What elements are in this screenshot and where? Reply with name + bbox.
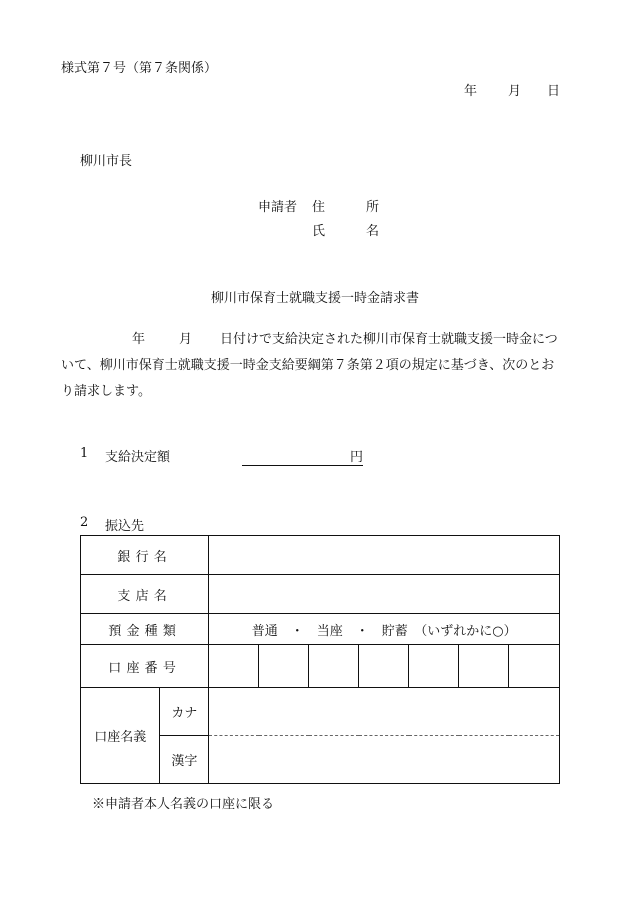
account-holder-label: 口座名義 bbox=[81, 688, 160, 784]
amount-blank[interactable] bbox=[242, 450, 350, 466]
date-day-label: 日 bbox=[547, 84, 561, 99]
account-number-digit[interactable] bbox=[459, 645, 509, 688]
applicant-label: 申請者 bbox=[258, 200, 298, 215]
name-label-char1: 氏 bbox=[312, 224, 326, 239]
date-month-label: 月 bbox=[508, 84, 522, 99]
kanji-label: 漢字 bbox=[160, 736, 209, 784]
account-number-digit[interactable] bbox=[309, 645, 359, 688]
addressee: 柳川市長 bbox=[80, 154, 133, 169]
bank-transfer-table bbox=[80, 535, 560, 784]
bank-name-field[interactable] bbox=[209, 536, 560, 575]
section1-label: 支給決定額 bbox=[105, 450, 171, 465]
name-label-char2: 名 bbox=[366, 224, 380, 239]
address-label-char1: 住 bbox=[312, 200, 326, 215]
para-month: 月 bbox=[179, 332, 193, 347]
account-type-label: 預金種類 bbox=[81, 614, 209, 645]
date-year-label: 年 bbox=[464, 84, 478, 99]
account-number-digit[interactable] bbox=[359, 645, 409, 688]
note: ※申請者本人名義の口座に限る bbox=[92, 797, 275, 812]
account-number-digit[interactable] bbox=[409, 645, 459, 688]
branch-name-label: 支店名 bbox=[81, 575, 209, 614]
address-label-char2: 所 bbox=[366, 200, 380, 215]
account-number-label: 口座番号 bbox=[81, 645, 209, 688]
account-number-digit[interactable] bbox=[509, 645, 560, 688]
amount-field[interactable] bbox=[242, 446, 363, 466]
para-year: 年 bbox=[132, 332, 146, 347]
account-number-digit[interactable] bbox=[209, 645, 259, 688]
account-number-digit[interactable] bbox=[259, 645, 309, 688]
bank-name-label: 銀行名 bbox=[81, 536, 209, 575]
para-text: 日付けで支給決定された柳川市保育士就職支援一時金について、柳川市保育士就職支援一時金支給要綱第７条第２項の規定に基づき、次のとおり請求します。 bbox=[61, 332, 558, 399]
kana-label: カナ bbox=[160, 688, 209, 736]
kana-field[interactable] bbox=[209, 688, 560, 736]
account-type-options[interactable]: 普通 ・ 当座 ・ 貯蓄 （いずれかに○） bbox=[209, 614, 560, 645]
section2-number: 2 bbox=[80, 515, 89, 530]
section2-label: 振込先 bbox=[105, 519, 145, 534]
branch-name-field[interactable] bbox=[209, 575, 560, 614]
document-title: 柳川市保育士就職支援一時金請求書 bbox=[210, 291, 419, 306]
body-paragraph bbox=[61, 327, 566, 405]
amount-unit: 円 bbox=[350, 446, 363, 466]
section1-number: 1 bbox=[80, 446, 89, 461]
form-label: 様式第７号（第７条関係） bbox=[61, 61, 218, 76]
kanji-field[interactable] bbox=[209, 736, 560, 784]
